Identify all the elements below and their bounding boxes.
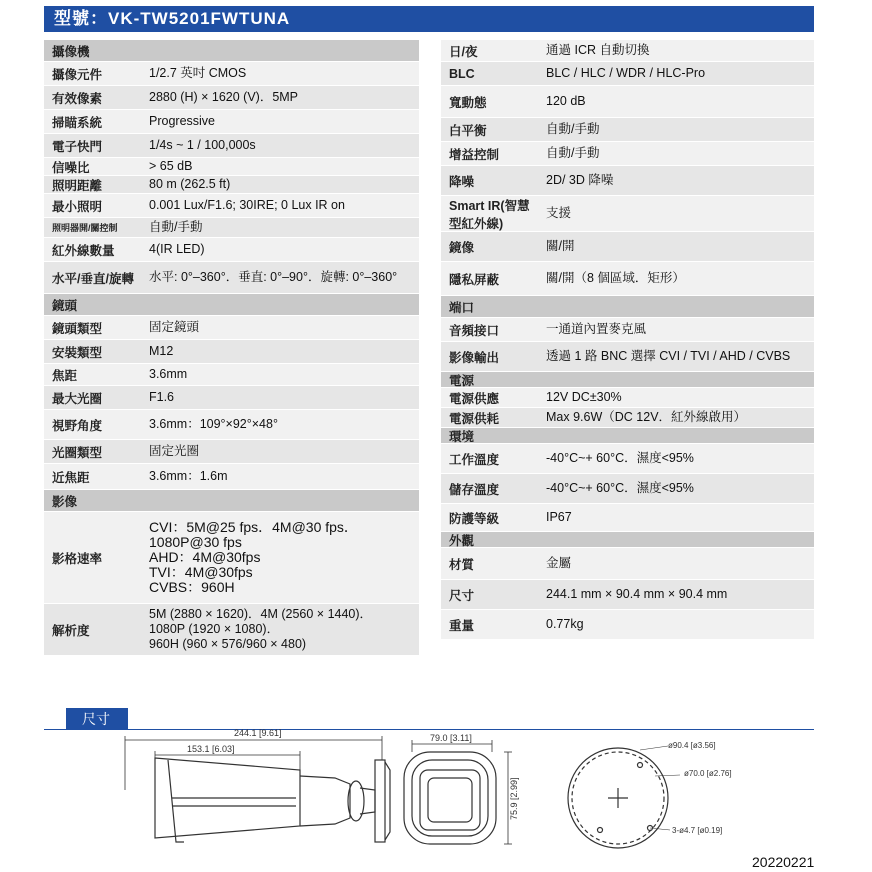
spec-label: 視野角度 — [52, 418, 103, 433]
spec-value: 2D/ 3D 降噪 — [546, 173, 614, 187]
total-length-label: 244.1 [9.61] — [234, 728, 282, 738]
spec-label: 日/夜 — [449, 44, 478, 59]
spec-label: 最大光圈 — [52, 391, 103, 406]
base-inner-label: ø70.0 [ø2.76] — [684, 769, 732, 778]
spec-label: 攝像元件 — [52, 67, 103, 82]
mount-holes-label: 3-ø4.7 [ø0.19] — [672, 826, 723, 835]
spec-value: 5M (2880 × 1620)．4M (2560 × 1440)． 1080P (1920 × 1080)． 960H (960 × 576/960 × 480) — [149, 607, 373, 651]
spec-value: 0.001 Lux/F1.6; 30IRE; 0 Lux IR on — [149, 198, 345, 212]
spec-label: 最小照明 — [52, 199, 103, 214]
spec-value: 2880 (H) × 1620 (V)．5MP — [149, 90, 299, 104]
spec-label: 紅外線數量 — [52, 243, 115, 258]
spec-label: 信噪比 — [52, 160, 90, 175]
spec-label: 安裝類型 — [52, 345, 103, 360]
spec-value: 3.6mm：109°×92°×48° — [149, 417, 278, 431]
spec-label: 寬動態 — [449, 95, 487, 110]
spec-label: 有效像素 — [52, 91, 103, 106]
base-outer-label: ø90.4 [ø3.56] — [668, 741, 716, 750]
spec-value: 關/開（8 個區域．矩形） — [546, 271, 685, 285]
spec-label: 白平衡 — [449, 123, 487, 138]
spec-value: BLC / HLC / WDR / HLC-Pro — [546, 66, 706, 80]
spec-value: -40°C~+ 60°C．濕度<95% — [546, 481, 694, 495]
spec-label: BLC — [449, 66, 475, 81]
spec-label: 水平/垂直/旋轉 — [52, 271, 134, 286]
spec-value: 80 m (262.5 ft) — [149, 177, 231, 191]
spec-label: 尺寸 — [449, 588, 475, 603]
body-length-label: 153.1 [6.03] — [187, 744, 235, 754]
section-header: 電源 — [441, 372, 814, 388]
spec-label: 近焦距 — [52, 470, 90, 485]
spec-value: 4(IR LED) — [149, 242, 205, 256]
spec-label: 電源供耗 — [449, 411, 500, 426]
spec-label: 影像輸出 — [449, 350, 500, 365]
spec-value: 固定鏡頭 — [149, 320, 200, 334]
base-view-drawing — [568, 748, 668, 848]
spec-value: 3.6mm：1.6m — [149, 469, 228, 483]
spec-label: 鏡頭類型 — [52, 321, 103, 336]
front-width-label: 79.0 [3.11] — [430, 733, 472, 743]
spec-value: > 65 dB — [149, 159, 193, 173]
spec-value: 1/4s ~ 1 / 100,000s — [149, 138, 256, 152]
spec-value: 自動/手動 — [149, 220, 203, 234]
side-view-drawing — [155, 758, 390, 842]
spec-value: 透過 1 路 BNC 選擇 CVI / TVI / AHD / CVBS — [546, 349, 791, 363]
spec-value: 金屬 — [546, 556, 572, 570]
front-height-label: 75.9 [2.99] — [509, 777, 519, 820]
section-header: 外觀 — [441, 532, 814, 548]
spec-label: 照明距離 — [52, 178, 103, 193]
spec-value: 自動/手動 — [546, 146, 600, 160]
spec-label: Smart IR(智慧型紅外線) — [449, 198, 530, 231]
spec-value: 自動/手動 — [546, 122, 600, 136]
spec-value: Max 9.6W（DC 12V．紅外線啟用） — [546, 410, 747, 424]
spec-value: Progressive — [149, 114, 215, 128]
spec-label: 影格速率 — [52, 551, 103, 566]
spec-label: 焦距 — [52, 368, 78, 383]
spec-value: 水平: 0°–360°．垂直: 0°–90°．旋轉: 0°–360° — [149, 270, 398, 284]
spec-label: 電子快門 — [52, 139, 103, 154]
spec-label: 增益控制 — [449, 147, 500, 162]
spec-label: 掃瞄系統 — [52, 115, 103, 130]
spec-label: 降噪 — [449, 174, 475, 189]
spec-label: 光圈類型 — [52, 445, 103, 460]
spec-value: 3.6mm — [149, 367, 188, 381]
spec-value: M12 — [149, 344, 174, 358]
front-view-drawing — [404, 752, 496, 844]
spec-value: 244.1 mm × 90.4 mm × 90.4 mm — [546, 587, 728, 601]
spec-value: 通過 ICR 自動切換 — [546, 43, 650, 57]
spec-label: 電源供應 — [449, 391, 500, 406]
spec-value: 1/2.7 英吋 CMOS — [149, 66, 247, 80]
section-header: 鏡頭 — [44, 294, 419, 316]
spec-value: 0.77kg — [546, 617, 584, 631]
spec-label: 重量 — [449, 618, 475, 633]
spec-label: 防護等級 — [449, 511, 500, 526]
spec-label: 照明器開/關控制 — [52, 223, 118, 233]
spec-label: 儲存溫度 — [449, 482, 500, 497]
spec-label: 鏡像 — [449, 240, 475, 255]
document-date: 20220221 — [752, 854, 815, 870]
spec-label: 工作溫度 — [449, 452, 500, 467]
section-header: 攝像機 — [44, 40, 419, 62]
spec-value: -40°C~+ 60°C．濕度<95% — [546, 451, 694, 465]
section-header: 環境 — [441, 428, 814, 444]
spec-label: 音頻接口 — [449, 323, 500, 338]
spec-value: F1.6 — [149, 390, 175, 404]
dimension-tag: 尺寸 — [66, 708, 128, 730]
section-header: 端口 — [441, 296, 814, 318]
spec-value: CVI：5M@25 fps．4M@30 fps． 1080P@30 fps AHD：4M@30fps TVI：4M@30fps CVBS：960H — [149, 519, 358, 595]
spec-value: IP67 — [546, 510, 572, 524]
spec-label: 隱私屏蔽 — [449, 272, 500, 287]
model-title: 型號：VK-TW5201FWTUNA — [44, 6, 814, 32]
spec-value: 固定光圈 — [149, 444, 200, 458]
section-header: 影像 — [44, 490, 419, 512]
spec-value: 12V DC±30% — [546, 390, 622, 404]
spec-value: 支援 — [546, 206, 572, 220]
spec-label: 解析度 — [52, 623, 90, 638]
spec-value: 關/開 — [546, 239, 575, 253]
spec-label: 材質 — [449, 557, 475, 572]
spec-value: 120 dB — [546, 94, 586, 108]
spec-value: 一通道內置麥克風 — [546, 322, 647, 336]
